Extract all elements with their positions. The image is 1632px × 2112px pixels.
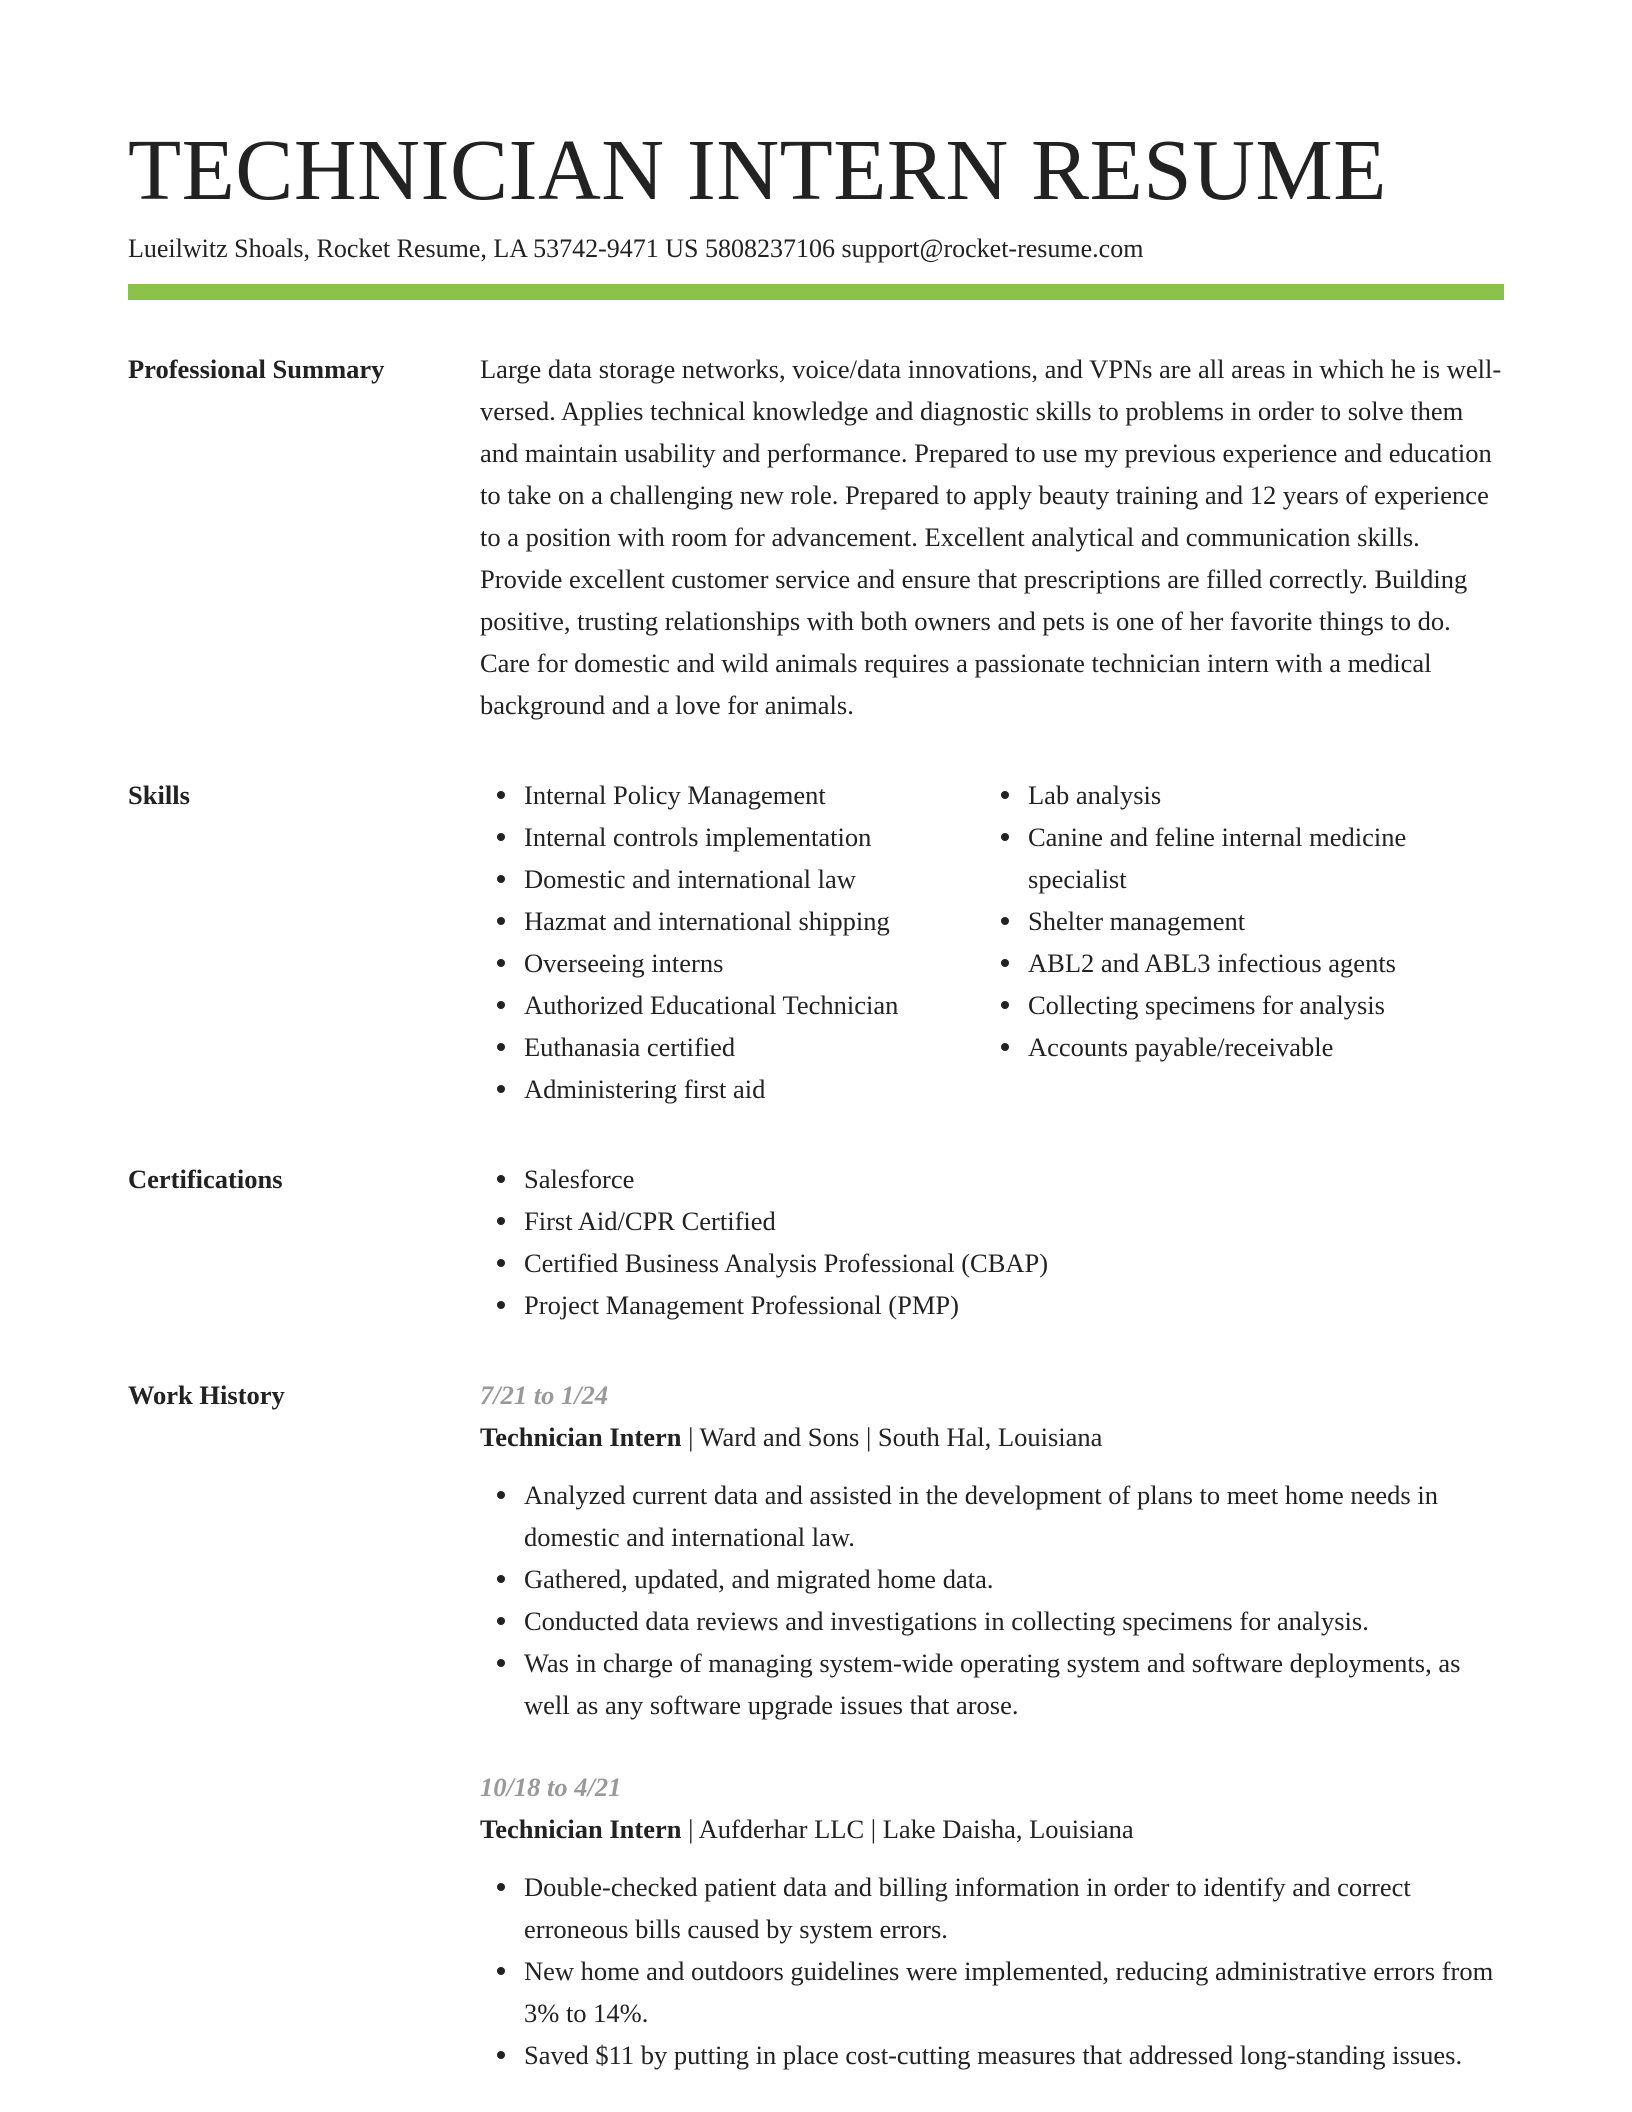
skill-item: Authorized Educational Technician: [524, 984, 984, 1026]
certifications-section: [128, 1158, 1504, 1326]
job-heading: [480, 1808, 1504, 1850]
job-bullet: New home and outdoors guidelines were implemented, reducing administrative errors from 3% to 14%.: [524, 1950, 1504, 2034]
certification-item: First Aid/CPR Certified: [524, 1200, 1504, 1242]
contact-line: [128, 232, 1504, 266]
skills-list-right: [984, 774, 1468, 1110]
skill-item: Collecting specimens for analysis: [1028, 984, 1468, 1026]
summary-section: [128, 348, 1504, 726]
job-bullet: Saved $11 by putting in place cost-cutting measures that addressed long-standing issues.: [524, 2034, 1504, 2076]
certification-item: Salesforce: [524, 1158, 1504, 1200]
job-heading: [480, 1416, 1504, 1458]
summary-label: Professional Summary: [128, 354, 385, 384]
job-entry: [480, 1766, 1504, 2076]
contact-email: support@rocket-resume.com: [841, 234, 1144, 263]
resume-title: TECHNICIAN INTERN RESUME: [128, 121, 1387, 218]
header-divider: [128, 284, 1504, 300]
skill-item: Domestic and international law: [524, 858, 984, 900]
job-bullet: Was in charge of managing system-wide operating system and software deployments, as well as any software upgrade issues that arose.: [524, 1642, 1504, 1726]
job-title: Technician Intern: [480, 1422, 682, 1452]
job-bullets: [480, 1474, 1504, 1726]
skill-item: Canine and feline internal medicine specialist: [1028, 816, 1468, 900]
skill-item: ABL2 and ABL3 infectious agents: [1028, 942, 1468, 984]
work-history-label: Work History: [128, 1380, 285, 1410]
job-details: | Aufderhar LLC | Lake Daisha, Louisiana: [681, 1814, 1134, 1844]
job-bullet: Double-checked patient data and billing information in order to identify and correct erroneous bills caused by system errors.: [524, 1866, 1504, 1950]
work-history-section: [128, 1374, 1504, 2076]
skill-item: Shelter management: [1028, 900, 1468, 942]
skill-item: Internal controls implementation: [524, 816, 984, 858]
certifications-label: Certifications: [128, 1164, 283, 1194]
skill-item: Euthanasia certified: [524, 1026, 984, 1068]
job-bullets: [480, 1866, 1504, 2076]
skill-item: Accounts payable/receivable: [1028, 1026, 1468, 1068]
skills-section: [128, 774, 1504, 1110]
summary-text: Large data storage networks, voice/data innovations, and VPNs are all areas in which he is well-versed. Applies technical knowledge and diagnostic skills to problems in order to solve them and maintain usability and performance. Prepared to use my previous experience and education to take on a challenging new role. Prepared to apply beauty training and 12 years of experience to a position with room for advancement. Excellent analytical and communication skills. Provide excellent customer service and ensure that prescriptions are filled correctly. Building positive, trusting relationships with both owners and pets is one of her favorite things to do. Care for domestic and wild animals requires a passionate technician intern with a medical background and a love for animals.: [480, 354, 1502, 720]
job-details: | Ward and Sons | South Hal, Louisiana: [681, 1422, 1103, 1452]
skill-item: Lab analysis: [1028, 774, 1468, 816]
job-bullet: Analyzed current data and assisted in the development of plans to meet home needs in domestic and international law.: [524, 1474, 1504, 1558]
job-dates: 10/18 to 4/21: [480, 1772, 622, 1802]
skill-item: Internal Policy Management: [524, 774, 984, 816]
job-dates: 7/21 to 1/24: [480, 1380, 609, 1410]
skill-item: Overseeing interns: [524, 942, 984, 984]
resume-page: [128, 120, 1504, 2076]
certifications-list: [480, 1158, 1504, 1326]
skill-item: Administering first aid: [524, 1068, 984, 1110]
certification-item: Project Management Professional (PMP): [524, 1284, 1504, 1326]
job-entry: [480, 1374, 1504, 1726]
job-title: Technician Intern: [480, 1814, 682, 1844]
skills-label: Skills: [128, 780, 190, 810]
contact-phone: 5808237106: [705, 234, 836, 263]
job-bullet: Conducted data reviews and investigations in collecting specimens for analysis.: [524, 1600, 1504, 1642]
certification-item: Certified Business Analysis Professional (CBAP): [524, 1242, 1504, 1284]
job-bullet: Gathered, updated, and migrated home data.: [524, 1558, 1504, 1600]
skill-item: Hazmat and international shipping: [524, 900, 984, 942]
contact-address: Lueilwitz Shoals, Rocket Resume, LA 53742-9471 US: [128, 234, 699, 263]
skills-list-left: [480, 774, 984, 1110]
